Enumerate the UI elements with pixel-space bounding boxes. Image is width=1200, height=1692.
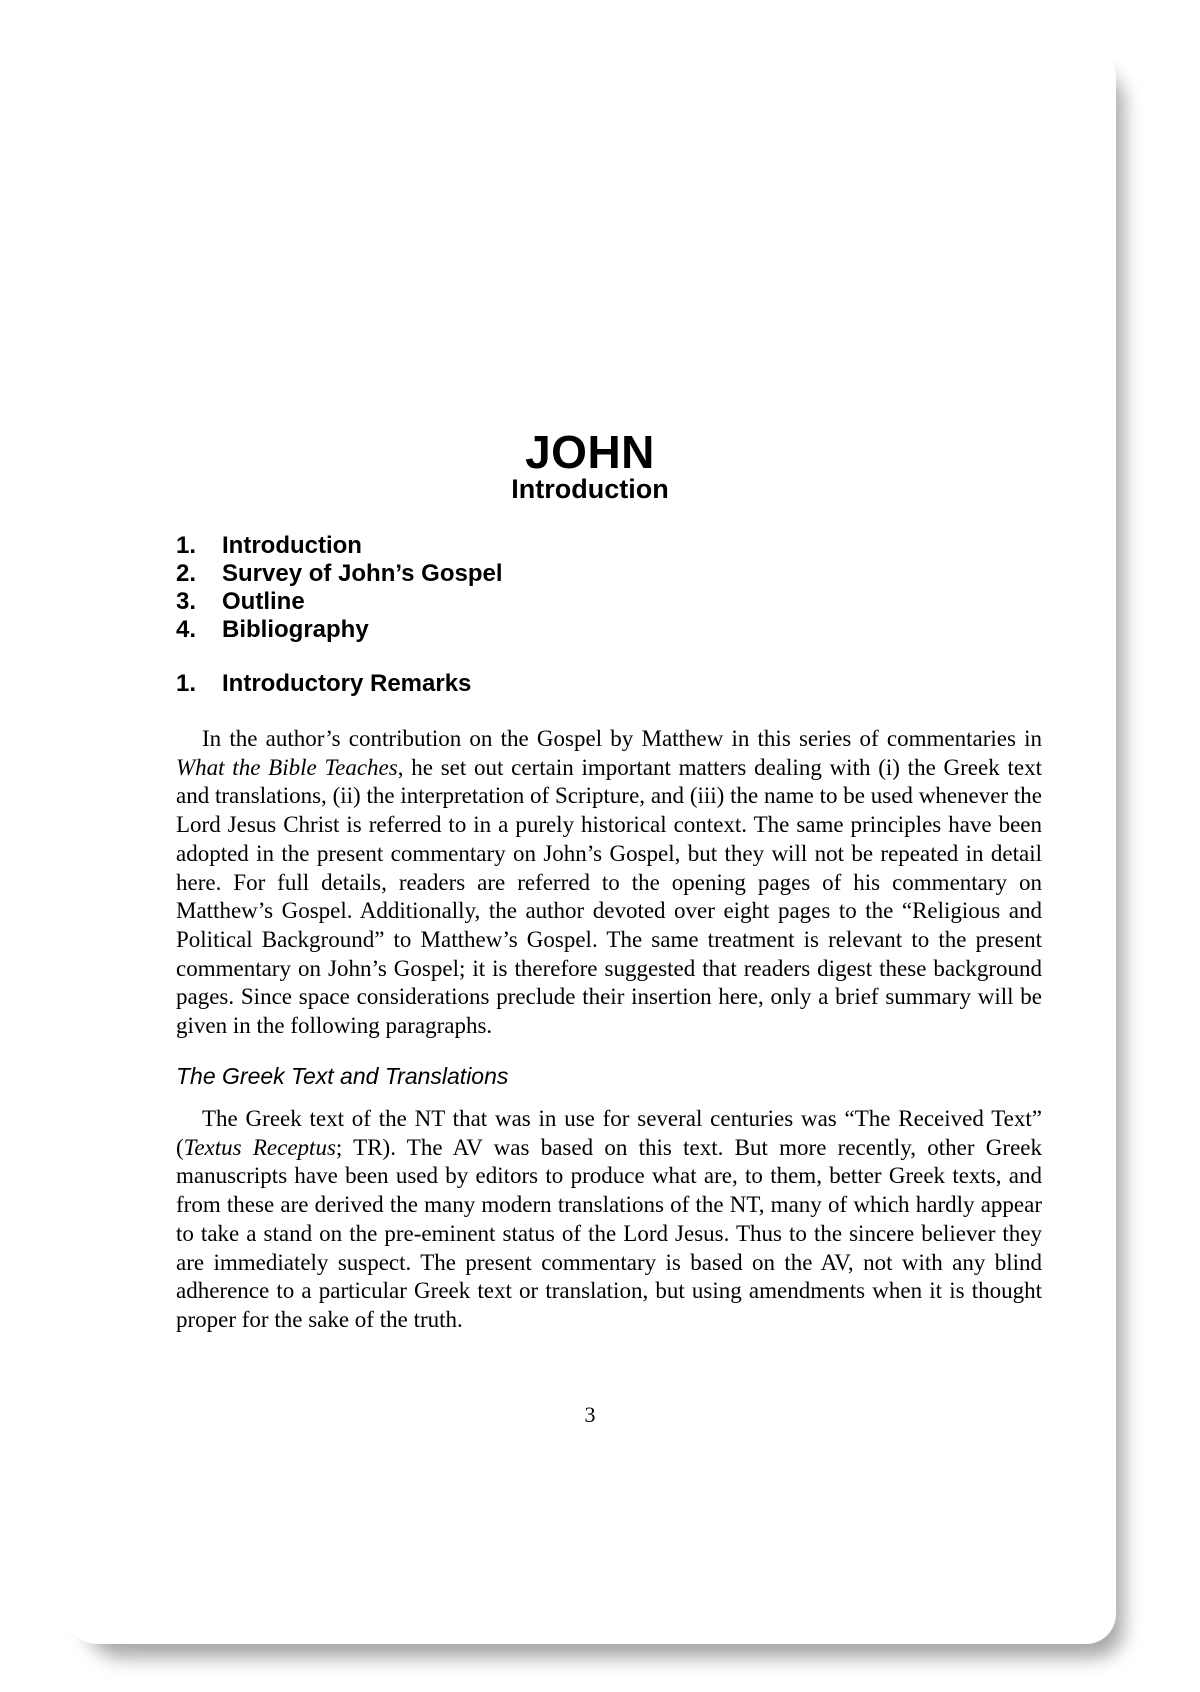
contents-list: [176, 532, 503, 644]
latin-term-italic: Textus Receptus: [183, 1134, 336, 1160]
page-title: JOHN: [525, 426, 655, 478]
paragraph-text: , he set out certain important matters dealing with (i) the Greek text and translations, (ii) the interpretation of Scripture, and (iii) the name to be used whenever the Lord Jesus Christ is referred to in a purely historical context. The same principles have been adopted in the present commentary on John’s Gospel, but they will not be repeated in detail here. For full details, readers are referred to the opening pages of his commentary on Matthew’s Gospel. Additionally, the author devoted over eight pages to the “Religious and Political Background” to Matthew’s Gospel. The same treatment is relevant to the present commentary on John’s Gospel; it is therefore suggested that readers digest these background pages. Since space considerations preclude their insertion here, only a brief summary will be given in the following paragraphs.: [176, 754, 1042, 1039]
document-page: [64, 44, 1116, 1644]
contents-item-label: Bibliography: [222, 616, 369, 643]
contents-item-number: 4.: [176, 616, 197, 643]
contents-item: [176, 560, 503, 588]
page-subtitle: Introduction: [511, 474, 669, 504]
contents-item-number: 3.: [176, 588, 197, 615]
section-heading-label: Introductory Remarks: [222, 670, 472, 697]
paragraph-text: In the author’s contribution on the Gospel by Matthew in this series of commentaries in: [202, 726, 1042, 751]
section-heading: [176, 670, 471, 698]
contents-item: [176, 588, 503, 616]
body-paragraph: [176, 1105, 1042, 1335]
contents-item-label: Outline: [222, 588, 305, 615]
contents-item-number: 2.: [176, 560, 197, 587]
contents-item: [176, 532, 503, 560]
subsection-heading: The Greek Text and Translations: [176, 1063, 509, 1089]
contents-item-label: Survey of John’s Gospel: [222, 560, 503, 587]
contents-item-number: 1.: [176, 532, 197, 559]
body-paragraph: [176, 725, 1042, 1041]
section-heading-number: 1.: [176, 670, 197, 697]
contents-item: [176, 616, 503, 644]
page-number: 3: [584, 1402, 596, 1427]
paragraph-text: The Greek text of the NT that was in use for several centuries was “The Received Text” (: [176, 1106, 1042, 1160]
book-title-italic: What the Bible Teaches: [176, 754, 398, 780]
paragraph-text: ; TR). The AV was based on this text. But more recently, other Greek manuscripts have been used by editors to produce what are, to them, better Greek texts, and from these are derived the many modern translations of the NT, many of which hardly appear to take a stand on the pre-eminent status of the Lord Jesus. Thus to the sincere believer they are immediately suspect. The present commentary is based on the AV, not with any blind adherence to a particular Greek text or translation, but using amendments when it is thought proper for the sake of the truth.: [176, 1134, 1042, 1332]
contents-item-label: Introduction: [222, 532, 362, 559]
